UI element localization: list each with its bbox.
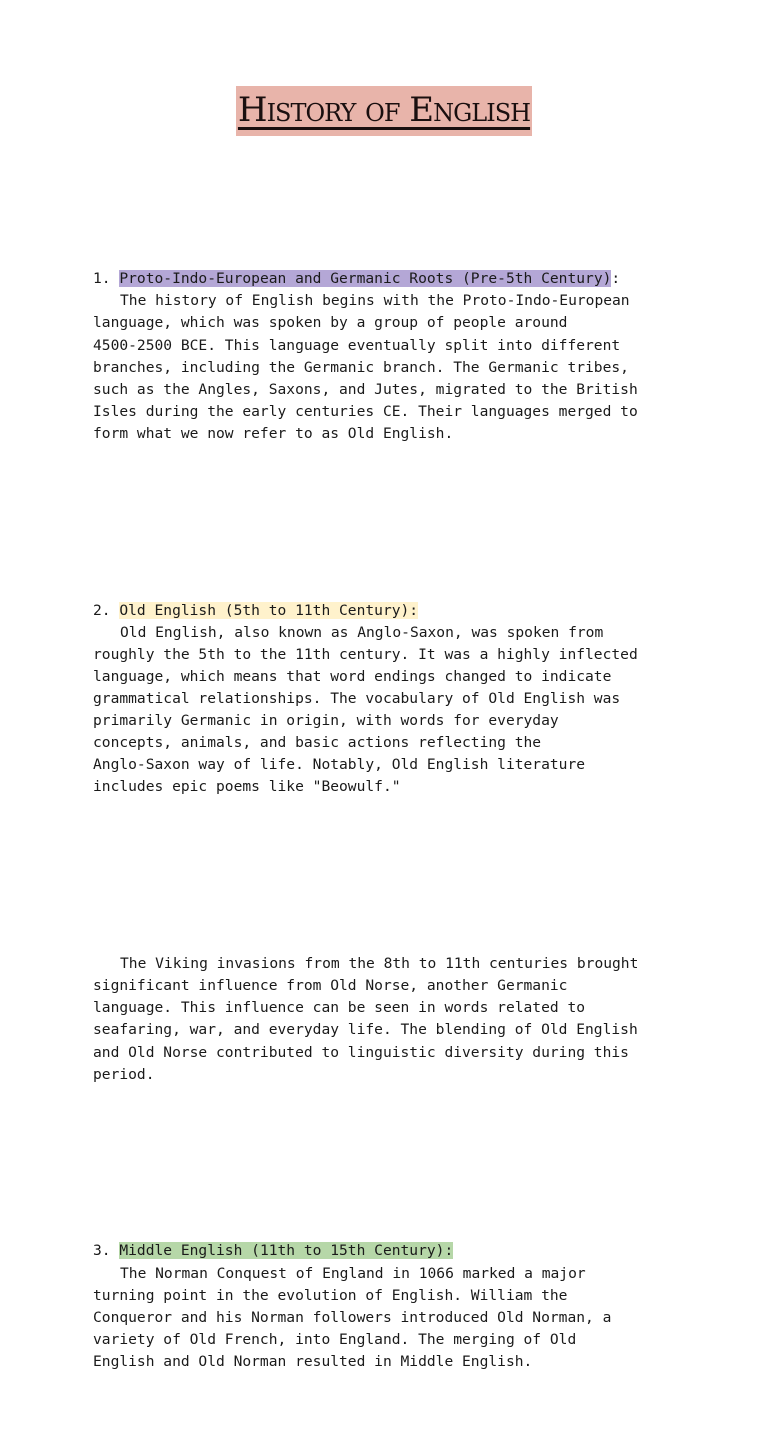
title-container xyxy=(0,86,768,136)
section-heading: Old English (5th to 11th Century): xyxy=(119,601,419,619)
paragraph-gap xyxy=(93,1152,693,1174)
section-first-line: The history of English begins with the Proto-Indo-European xyxy=(120,292,630,310)
paragraph-gap xyxy=(93,511,693,533)
paragraph-first-line: The Viking invasions from the 8th to 11th centuries brought xyxy=(120,955,639,973)
section-heading-suffix: : xyxy=(611,270,621,288)
paragraph-body: significant influence from Old Norse, another Germanic language. This influence can be seen in words related to seafaring, war, and everyday life. The blending of Old English and Old Norse contributed to linguistic diversity during this period. xyxy=(93,977,638,1083)
paragraph-viking-invasions xyxy=(93,953,693,1086)
paragraph-gap xyxy=(93,865,693,887)
section-first-line: The Norman Conquest of England in 1066 marked a major xyxy=(120,1264,586,1282)
section-middle-english xyxy=(93,1240,693,1373)
section-old-english xyxy=(93,600,693,799)
document-title: History of English xyxy=(236,86,532,136)
section-first-line: Old English, also known as Anglo-Saxon, was spoken from xyxy=(120,623,604,641)
section-heading: Proto-Indo-European and Germanic Roots (Pre-5th Century) xyxy=(119,270,612,288)
section-proto-indo-european xyxy=(93,268,693,445)
section-body: language, which was spoken by a group of people around 4500-2500 BCE. This language eventually split into different branches, including the Germanic branch. The Germanic tribes, such as the Angles, Saxons, and Jutes, migrated to the British Isles during the early centuries CE. Their languages merged to form what we now refer to as Old English. xyxy=(93,314,638,442)
section-heading: Middle English (11th to 15th Century): xyxy=(119,1242,454,1260)
document-body xyxy=(93,202,693,1439)
section-number: 3. xyxy=(93,1242,120,1260)
section-body: roughly the 5th to the 11th century. It was a highly inflected language, which means that word endings changed to indicate grammatical relationships. The vocabulary of Old English was primarily Germanic in origin, with words for everyday concepts, animals, and basic actions reflecting the Anglo-Saxon way of life. Notably, Old English literature includes epic poems like "Beowulf." xyxy=(93,645,638,796)
section-number: 2. xyxy=(93,601,120,619)
section-body: turning point in the evolution of English. William the Conqueror and his Norman followers introduced Old Norman, a variety of Old French, into England. The merging of Old English and Old Norman resulted in Middle English. xyxy=(93,1286,612,1370)
section-number: 1. xyxy=(93,270,120,288)
